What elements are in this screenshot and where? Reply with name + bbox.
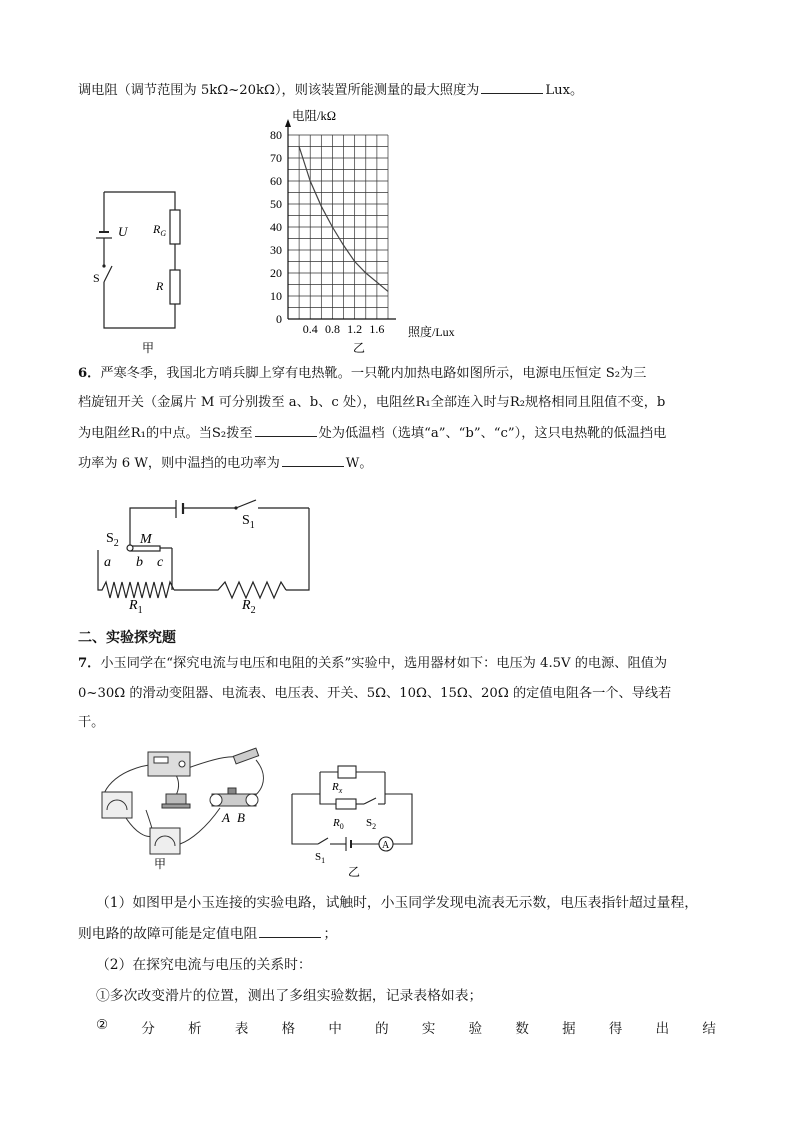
answer-blank <box>481 80 543 94</box>
caption-yi-7: 乙 <box>348 865 361 879</box>
q7-p2-2 <box>96 1017 716 1037</box>
q7-text: ； <box>323 926 338 942</box>
y-tick-label: 10 <box>270 289 282 303</box>
y-tick-label: 70 <box>270 151 282 165</box>
x-tick-label: 0.8 <box>324 322 340 336</box>
label-R1: $R_1$ <box>129 598 143 616</box>
label-RG: $R_G$ <box>153 222 167 238</box>
q6-line-2 <box>78 393 665 413</box>
y-tick-label: 0 <box>276 312 282 326</box>
char: 得 <box>608 1021 623 1037</box>
q7-text: 0~30Ω 的滑动变阻器、电流表、电压表、开关、5Ω、10Ω、15Ω、20Ω 的定值电阻各一个、导线若 <box>78 686 672 701</box>
caption-jia: 甲 <box>142 341 155 355</box>
char: 实 <box>421 1021 436 1037</box>
x-tick-label: 1.6 <box>369 322 385 336</box>
experiment-apparatus-jia <box>96 748 266 871</box>
char: 据 <box>562 1021 576 1037</box>
fixed-resistor <box>166 794 186 804</box>
label-R2: $R_2$ <box>242 598 256 616</box>
q6-line-1 <box>78 364 646 384</box>
label-a: a <box>104 555 111 570</box>
x-tick-label: 1.2 <box>347 322 363 336</box>
chart-ticks <box>270 128 384 336</box>
label-b: b <box>136 555 143 570</box>
q5-text-line <box>78 80 583 101</box>
label-M: M <box>140 532 152 547</box>
y-axis-arrow <box>285 119 291 127</box>
caption-jia-7: 甲 <box>154 857 167 871</box>
circuit-diagram-yi-7 <box>290 762 420 882</box>
y-tick-label: 30 <box>270 243 282 257</box>
label-S1: $S_1$ <box>242 513 255 531</box>
label-A: A <box>222 810 230 825</box>
answer-blank <box>259 924 321 938</box>
q6-line-3 <box>78 423 666 444</box>
y-tick-label: 60 <box>270 174 282 188</box>
label-U: U <box>118 224 128 239</box>
circuit-diagram-jia <box>90 180 200 355</box>
q7-text: （2）在探究电流与电压的关系时： <box>96 957 312 973</box>
y-tick-label: 80 <box>270 128 282 142</box>
voltmeter <box>102 792 132 818</box>
char: 的 <box>375 1021 389 1037</box>
y-tick-label: 40 <box>270 220 282 234</box>
section-title: 二、实验探究题 <box>78 630 176 646</box>
ammeter <box>150 828 180 854</box>
char: 格 <box>281 1021 296 1037</box>
char: 数 <box>515 1021 529 1037</box>
q6-line-4 <box>78 453 373 474</box>
chart-y-label: 电阻/kΩ <box>292 109 337 123</box>
chart-grid <box>288 135 388 319</box>
q6-text: 功率为 6 W，则中温挡的电功率为 <box>78 456 280 471</box>
q7-text: ①多次改变滑片的位置，测出了多组实验数据，记录表格如表； <box>96 988 483 1004</box>
q6-text: 档旋钮开关（金属片 M 可分别拨至 a、b、c 处），电阻丝R₁全部连入时与R₂规格相同且阻值不变，b <box>78 395 666 410</box>
q7-text: 小玉同学在“探究电流与电压和电阻的关系”实验中，选用器材如下：电压为 4.5V 的电源、阻值为 <box>100 656 668 671</box>
circuit-diagram-boot <box>96 490 336 620</box>
char: 出 <box>655 1021 670 1037</box>
char: 结 <box>702 1021 716 1037</box>
char: ② <box>96 1017 109 1033</box>
label-S2-7: $S_2$ <box>366 817 377 831</box>
y-tick-label: 20 <box>270 266 282 280</box>
label-S: S <box>93 271 100 285</box>
q6-text: 为电阻丝R₁的中点。当S₂拨至 <box>78 426 253 441</box>
ammeter-symbol: A <box>382 840 390 851</box>
q7-p2 <box>96 955 312 975</box>
y-tick-label: 50 <box>270 197 282 211</box>
question-number-6: 6． <box>78 366 101 381</box>
q7-text: 干。 <box>78 715 105 730</box>
char: 验 <box>468 1021 483 1037</box>
q7-line-3 <box>78 713 104 733</box>
label-c: c <box>157 555 164 570</box>
label-R0: $R_0$ <box>333 817 344 831</box>
question-number-7: 7． <box>78 656 101 671</box>
switch <box>233 748 258 764</box>
char: 表 <box>234 1021 249 1037</box>
q7-text: 则电路的故障可能是定值电阻 <box>78 926 258 942</box>
chart-axes <box>285 119 396 319</box>
label-S2: $S_2$ <box>106 531 119 549</box>
answer-blank <box>282 453 344 467</box>
label-S1-7: $S_1$ <box>315 851 326 865</box>
q7-p2-1 <box>96 986 482 1006</box>
resistance-illuminance-chart <box>258 100 478 360</box>
q6-text: 处为低温档（选填“a”、“b”、“c”），这只电热靴的低温挡电 <box>318 426 667 441</box>
answer-blank <box>255 423 317 437</box>
q5-unit: Lux。 <box>545 83 584 98</box>
label-R: R <box>156 279 164 293</box>
char: 分 <box>141 1021 155 1037</box>
q6-unit: W。 <box>345 456 373 471</box>
q7-line-2 <box>78 684 671 704</box>
label-Rx: $R_x$ <box>332 781 343 795</box>
q7-p1 <box>96 893 698 913</box>
q6-text: 严寒冬季，我国北方哨兵脚上穿有电热靴。一只靴内加热电路如图所示，电源电压恒定 S₂为三 <box>100 366 647 381</box>
x-tick-label: 0.4 <box>302 322 318 336</box>
caption-yi: 乙 <box>353 341 366 355</box>
q7-line-1 <box>78 654 667 674</box>
q5-text: 调电阻（调节范围为 5kΩ~20kΩ），则该装置所能测量的最大照度为 <box>78 83 480 98</box>
q7-text: （1）如图甲是小玉连接的实验电路，试触时，小玉同学发现电流表无示数，电压表指针超过量程， <box>96 895 699 911</box>
label-B: B <box>237 810 245 825</box>
char: 析 <box>188 1021 202 1037</box>
chart-x-label: 照度/Lux <box>408 325 455 339</box>
q7-p1-line2 <box>78 924 337 944</box>
char: 中 <box>328 1021 342 1037</box>
